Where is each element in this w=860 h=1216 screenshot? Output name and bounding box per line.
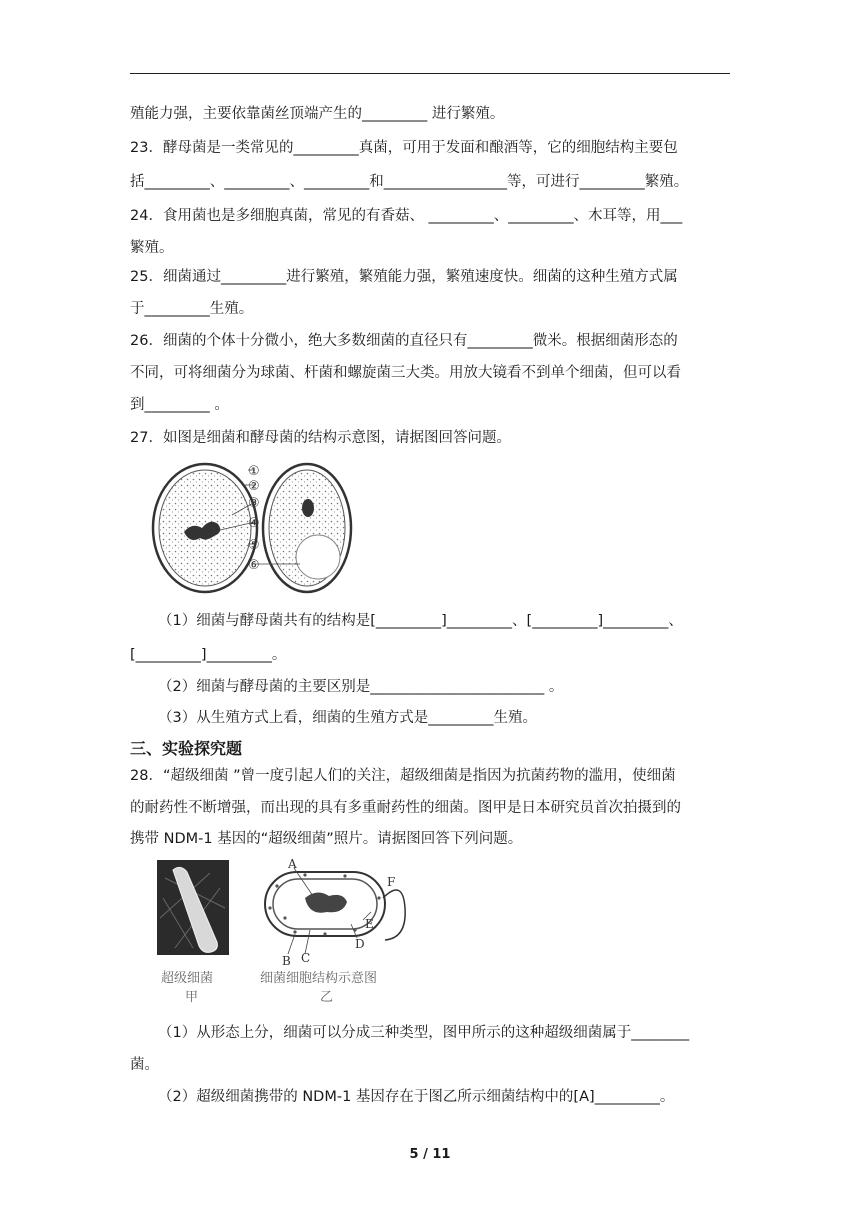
text-line: 的耐药性不断增强，而出现的具有多重耐药性的细菌。图甲是日本研究员首次拍摄到的 [130, 800, 681, 816]
label-b: B [282, 954, 291, 968]
label-c: C [301, 951, 311, 965]
label-5: ⑤ [248, 538, 260, 553]
text-line: [_________]_________。 [130, 647, 287, 663]
question-23: 23．酵母菌是一类常见的_________真菌，可用于发面和酿酒等，它的细胞结构主要包 [130, 140, 678, 156]
text-line: 于_________生殖。 [130, 301, 254, 317]
question-27: 27．如图是细菌和酵母菌的结构示意图，请据图回答问题。 [130, 430, 511, 446]
question-26: 26．细菌的个体十分微小，绝大多数细菌的直径只有_________微米。根据细菌形态的 [130, 333, 678, 349]
label-4: ④ [248, 516, 260, 531]
text-line: 菌。 [130, 1057, 159, 1073]
caption-left: 超级细菌 [161, 971, 214, 986]
question-28: 28．“超级细菌 ”曾一度引起人们的关注，超级细菌是指因为抗菌药物的滥用，使细菌 [130, 768, 676, 784]
question-25: 25．细菌通过_________进行繁殖，繁殖能力强，繁殖速度快。细菌的这种生殖方式属 [130, 269, 678, 285]
text-line: 不同，可将细菌分为球菌、杆菌和螺旋菌三大类。用放大镜看不到单个细菌，但可以看 [130, 365, 681, 381]
super-bacteria-figure [155, 858, 415, 1008]
q28-sub-1: （1）从形态上分，细菌可以分成三种类型，图甲所示的这种超级细菌属于________ [158, 1025, 690, 1041]
section-title: 三、实验探究题 [130, 739, 243, 758]
question-24: 24．食用菌也是多细胞真菌，常见的有香菇、 _________、_________、木耳等，用___ [130, 208, 683, 224]
header-rule [130, 73, 730, 74]
text-line: 殖能力强，主要依靠菌丝顶端产生的_________ 进行繁殖。 [130, 106, 505, 122]
label-2: ② [248, 479, 260, 494]
page-number: 5 / 11 [409, 1147, 451, 1162]
text-line: 括_________、_________、_________和_________________等，可进行_________繁殖。 [130, 174, 689, 190]
label-e: E [365, 917, 374, 931]
label-1: ① [248, 464, 260, 479]
bacteria-yeast-diagram [150, 460, 370, 600]
label-d: D [355, 937, 365, 951]
label-f: F [387, 875, 396, 889]
label-6: ⑥ [248, 558, 260, 573]
text-line: 携带 NDM-1 基因的“超级细菌”照片。请据图回答下列问题。 [130, 831, 523, 847]
q28-sub-2: （2）超级细菌携带的 NDM-1 基因存在于图乙所示细菌结构中的[A]_________。 [158, 1089, 675, 1105]
q27-sub-1: （1）细菌与酵母菌共有的结构是[_________]_________、[_________]_________、 [158, 613, 683, 629]
caption-left-sub: 甲 [185, 990, 199, 1005]
q27-sub-2: （2）细菌与酵母菌的主要区别是________________________ 。 [158, 679, 564, 695]
q27-sub-3: （3）从生殖方式上看，细菌的生殖方式是_________生殖。 [158, 710, 537, 726]
text-line: 繁殖。 [130, 240, 174, 256]
caption-right: 细菌细胞结构示意图 [260, 971, 378, 986]
label-a: A [288, 858, 297, 871]
caption-right-sub: 乙 [320, 990, 334, 1005]
label-3: ③ [248, 496, 260, 511]
text-line: 到_________ 。 [130, 397, 229, 413]
